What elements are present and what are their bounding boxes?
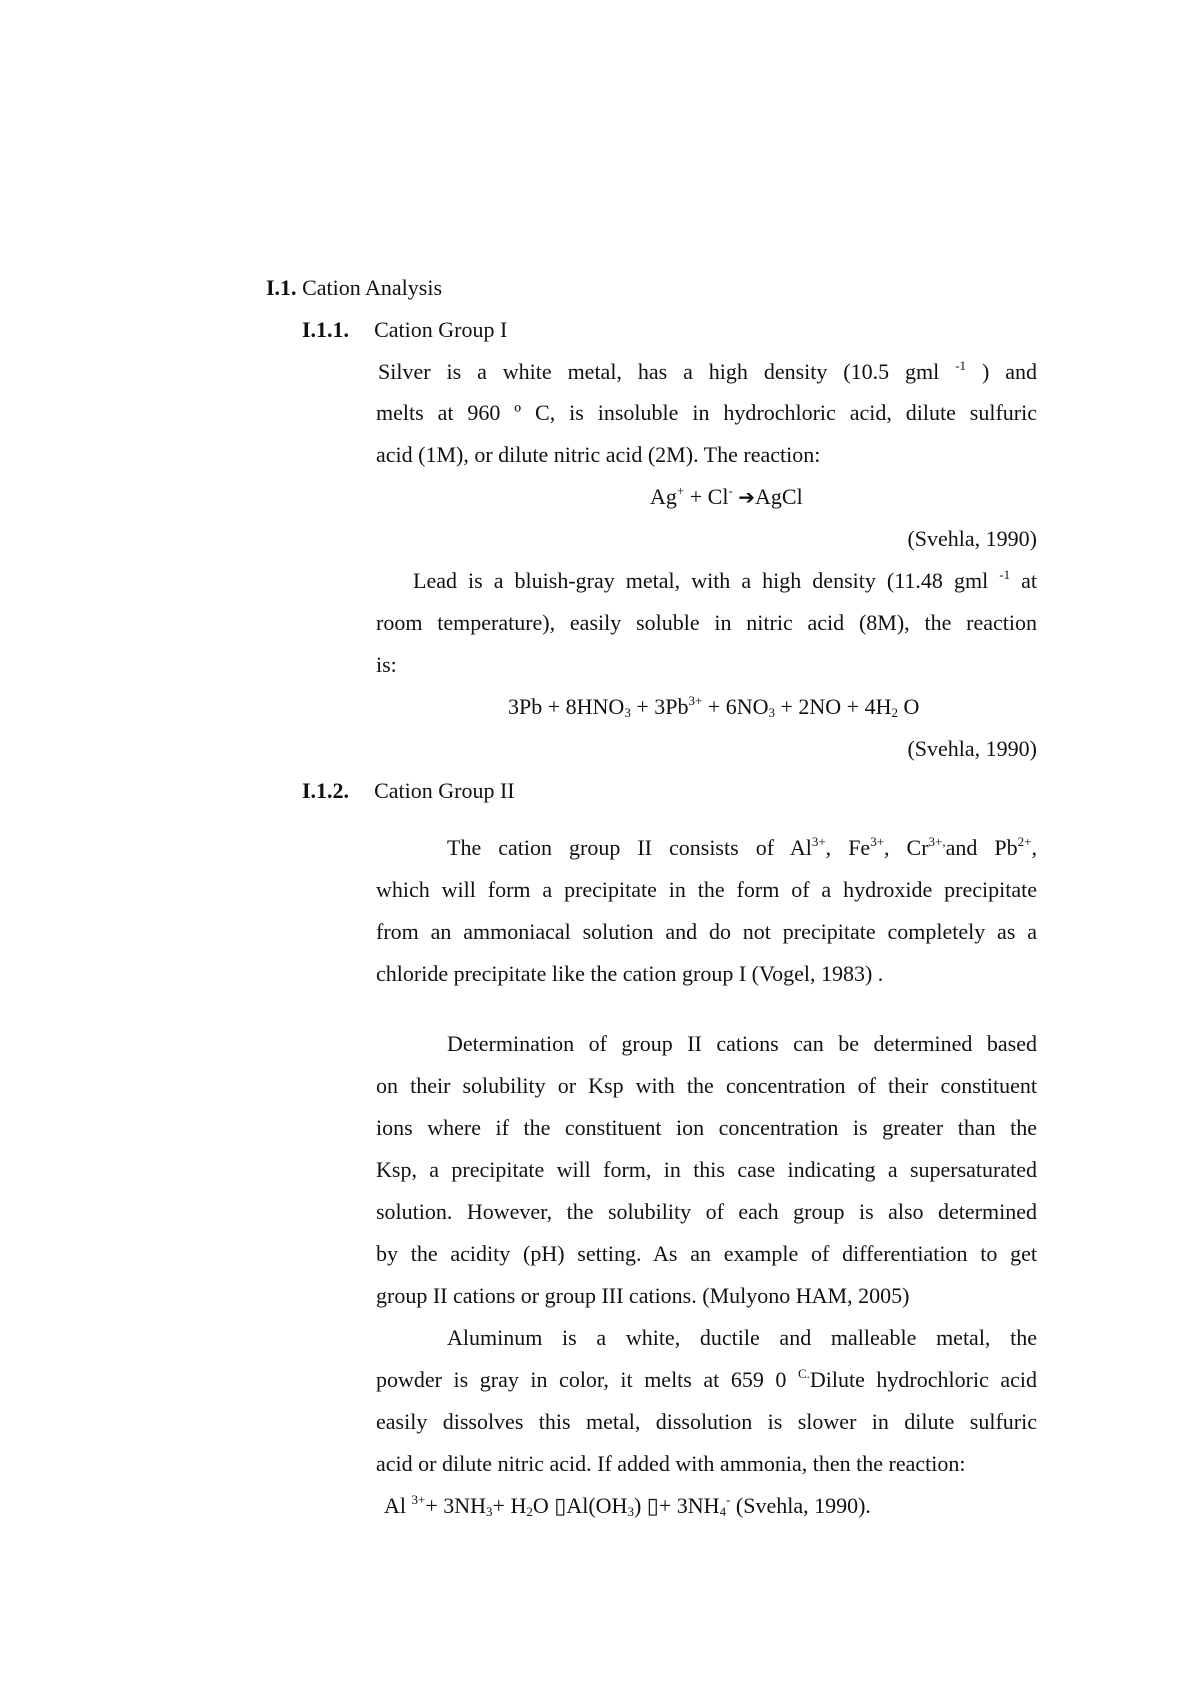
section-number: I.1. (266, 275, 297, 300)
paragraph-line: solution. However, the solubility of each group is also determined (376, 1199, 1037, 1224)
paragraph-line: Determination of group II cations can be determined based (447, 1031, 1037, 1056)
paragraph-line: group II cations or group III cations. (Mulyono HAM, 2005) (376, 1283, 910, 1308)
subsection-number: I.1.2. (302, 778, 350, 803)
citation: (Svehla, 1990) (907, 526, 1037, 551)
section-heading (266, 273, 442, 303)
paragraph-line: Ksp, a precipitate will form, in this case indicating a supersaturated (376, 1157, 1037, 1182)
paragraph-line: powder is gray in color, it melts at 659 0 $^{C.}$Dilute hydrochloric acid (376, 1366, 1038, 1392)
subsection-heading-group2 (302, 776, 515, 806)
paragraph-line: The cation group II consists of $Al^{3+}$, $Fe^{3+}$, $Cr^{3+,}and$ $Pb^{2+}$, (447, 834, 1037, 860)
paragraph-line: by the acidity (pH) setting. As an example of differentiation to get (376, 1241, 1037, 1266)
paragraph-line: ions where if the constituent ion concentration is greater than the (376, 1115, 1037, 1140)
paragraph-line: acid (1M), or dilute nitric acid (2M). The reaction: (376, 442, 821, 467)
chemical-equation: Al $^{3+}+ 3NH_3+ H_2O$ $▯Al(OH_3)$ ▯+ $3NH_4^-$ (Svehla, 1990). (384, 1492, 871, 1519)
subsection-number: I.1.1. (302, 317, 350, 342)
subsection-heading-group1 (302, 315, 507, 345)
paragraph-line: Lead is a bluish-gray metal, with a high density (11.48 gml $^{-1}$ at (413, 567, 1038, 593)
paragraph-line: Silver is a white metal, has a high density (10.5 gml $^{-1}$ ) and (378, 358, 1038, 384)
paragraph-line: Aluminum is a white, ductile and malleable metal, the (447, 1325, 1037, 1350)
chemical-equation: Ag+ + Cl- ➔AgCl (650, 483, 803, 509)
paragraph-line: from an ammoniacal solution and do not precipitate completely as a (376, 919, 1037, 944)
paragraph-line: melts at 960 º C, is insoluble in hydrochloric acid, dilute sulfuric (376, 400, 1037, 425)
paragraph-line: on their solubility or Ksp with the concentration of their constituent (376, 1073, 1037, 1098)
section-title: Cation Analysis (302, 275, 443, 300)
subsection-title: Cation Group II (374, 778, 515, 803)
paragraph-line: acid or dilute nitric acid. If added with ammonia, then the reaction: (376, 1451, 966, 1476)
paragraph-line: which will form a precipitate in the form of a hydroxide precipitate (376, 877, 1037, 902)
paragraph-line: chloride precipitate like the cation group I (Vogel, 1983) . (376, 961, 884, 986)
paragraph-line: is: (376, 652, 397, 677)
reaction-arrow-icon: ➔ (738, 487, 756, 509)
subsection-title: Cation Group I (374, 317, 508, 342)
paragraph-line: room temperature), easily soluble in nitric acid (8M), the reaction (376, 610, 1037, 635)
chemical-equation: $3Pb + 8HNO_3 + 3Pb^{3+} + 6NO_3 + 2NO + 4H_2$ O (508, 693, 920, 720)
citation: (Svehla, 1990) (907, 736, 1037, 761)
paragraph-line: easily dissolves this metal, dissolution is slower in dilute sulfuric (376, 1409, 1037, 1434)
